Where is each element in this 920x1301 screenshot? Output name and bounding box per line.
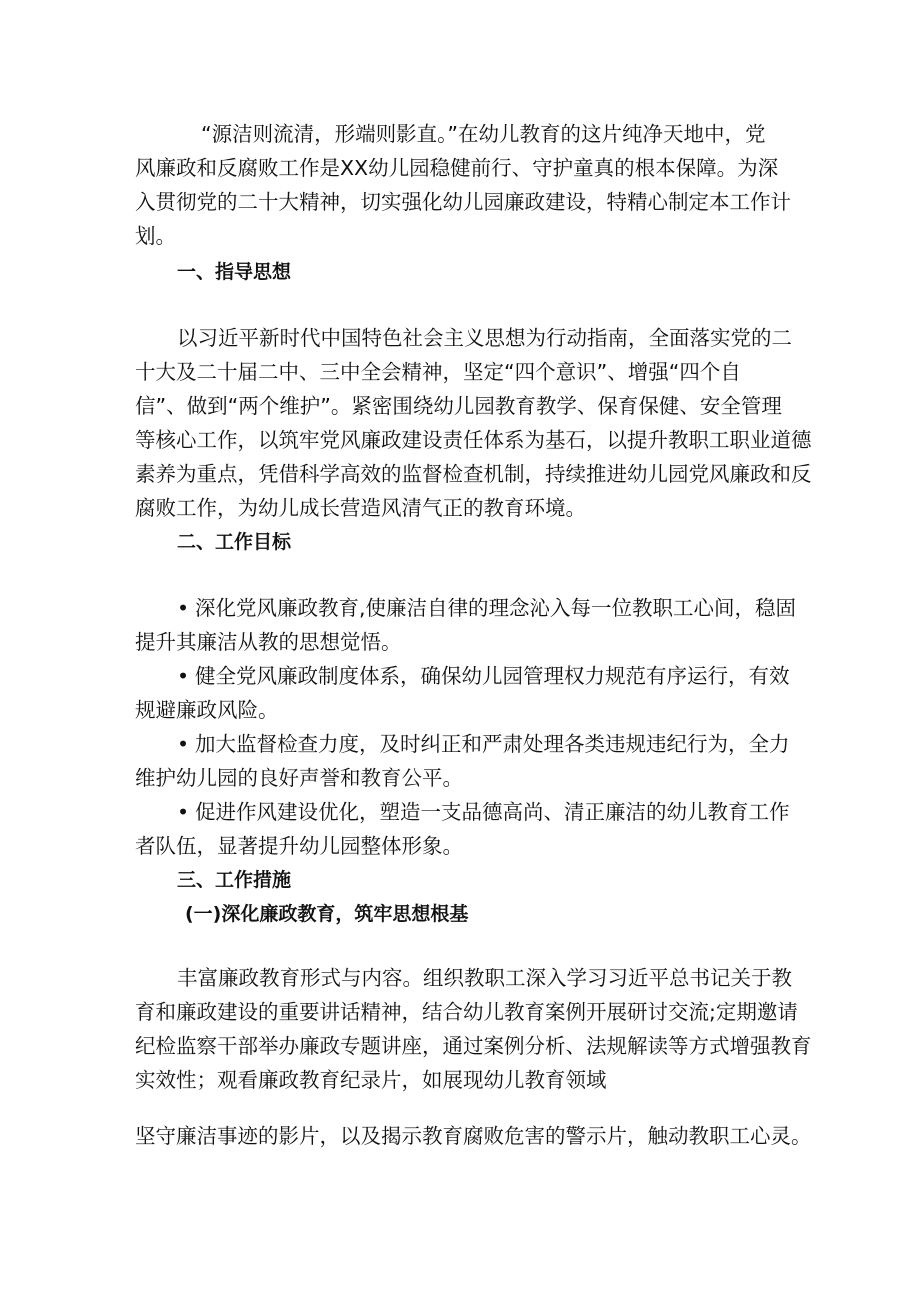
subsection-heading-1: (一)深化廉政教育，筑牢思想根基 [185, 903, 469, 925]
goal-item-4-text: 促进作风建设优化，塑造一支品德高尚、清正廉洁的幼儿教育工作 [195, 800, 790, 824]
section1-line-3: 信”、做到“两个维护”。紧密围绕幼儿园教育教学、保育保健、安全管理 [135, 394, 782, 418]
goal-item-2-text: 健全党风廉政制度体系，确保幼儿园管理权力规范有序运行，有效 [195, 664, 790, 688]
goal-item-1-text: 深化党风廉政教育,使廉洁自律的理念沁入每一位教职工心间，稳固 [195, 596, 797, 620]
goal-item-1 [177, 596, 796, 620]
goal-item-4 [177, 800, 790, 824]
goal-item-2 [177, 664, 790, 688]
goal-item-4-cont: 者队伍，显著提升幼儿园整体形象。 [135, 834, 463, 858]
section-heading-guiding-ideology: 一、指导思想 [177, 261, 292, 283]
section1-line-2: 十大及二十届二中、三中全会精神，坚定“四个意识”、增强“四个自 [135, 360, 741, 384]
bullet-icon: • [177, 800, 190, 824]
section-heading-work-measures: 三、工作措施 [177, 869, 292, 891]
section1-line-1: 以习近平新时代中国特色社会主义思想为行动指南，全面落实党的二 [177, 326, 792, 350]
section-heading-work-goals: 二、工作目标 [177, 531, 292, 553]
section1-line-5: 素养为重点，凭借科学高效的监督检查机制，持续推进幼儿园党风廉政和反 [135, 462, 812, 486]
section3-line-2: 育和廉政建设的重要讲话精神，结合幼儿教育案例开展研讨交流;定期邀请 [135, 1000, 798, 1024]
section1-line-6: 腐败工作，为幼儿成长营造风清气正的教育环境。 [135, 496, 586, 520]
goal-item-3-text: 加大监督检查力度，及时纠正和严肃处理各类违规违纪行为，全力 [195, 732, 790, 756]
section3-line-1: 丰富廉政教育形式与内容。组织教职工深入学习习近平总书记关于教 [177, 966, 792, 990]
section3-line-4: 实效性；观看廉政教育纪录片，如展现幼儿教育领域 [135, 1068, 607, 1092]
goal-item-3-cont: 维护幼儿园的良好声誉和教育公平。 [135, 766, 463, 790]
bullet-icon: • [177, 596, 190, 620]
goal-item-3 [177, 732, 790, 756]
intro-line-2: 风廉政和反腐败工作是XX幼儿园稳健前行、守护童真的根本保障。为深 [135, 156, 779, 180]
bullet-icon: • [177, 664, 190, 688]
intro-line-3: 入贯彻党的二十大精神，切实强化幼儿园廉政建设，特精心制定本工作计 [135, 190, 791, 214]
intro-line-1: “源洁则流清，形端则影直。”在幼儿教育的这片纯净天地中，党 [201, 122, 766, 146]
section1-line-4: 等核心工作，以筑牢党风廉政建设责任体系为基石，以提升教职工职业道德 [135, 428, 812, 452]
goal-item-2-cont: 规避廉政风险。 [135, 698, 279, 722]
goal-item-1-cont: 提升其廉洁从教的思想觉悟。 [135, 630, 402, 654]
intro-line-4: 划。 [135, 224, 176, 248]
section3-line-3: 纪检监察干部举办廉政专题讲座，通过案例分析、法规解读等方式增强教育 [135, 1034, 812, 1058]
section3-continuation: 坚守廉洁事迹的影片，以及揭示教育腐败危害的警示片，触动教职工心灵。 [135, 1124, 812, 1148]
bullet-icon: • [177, 732, 190, 756]
